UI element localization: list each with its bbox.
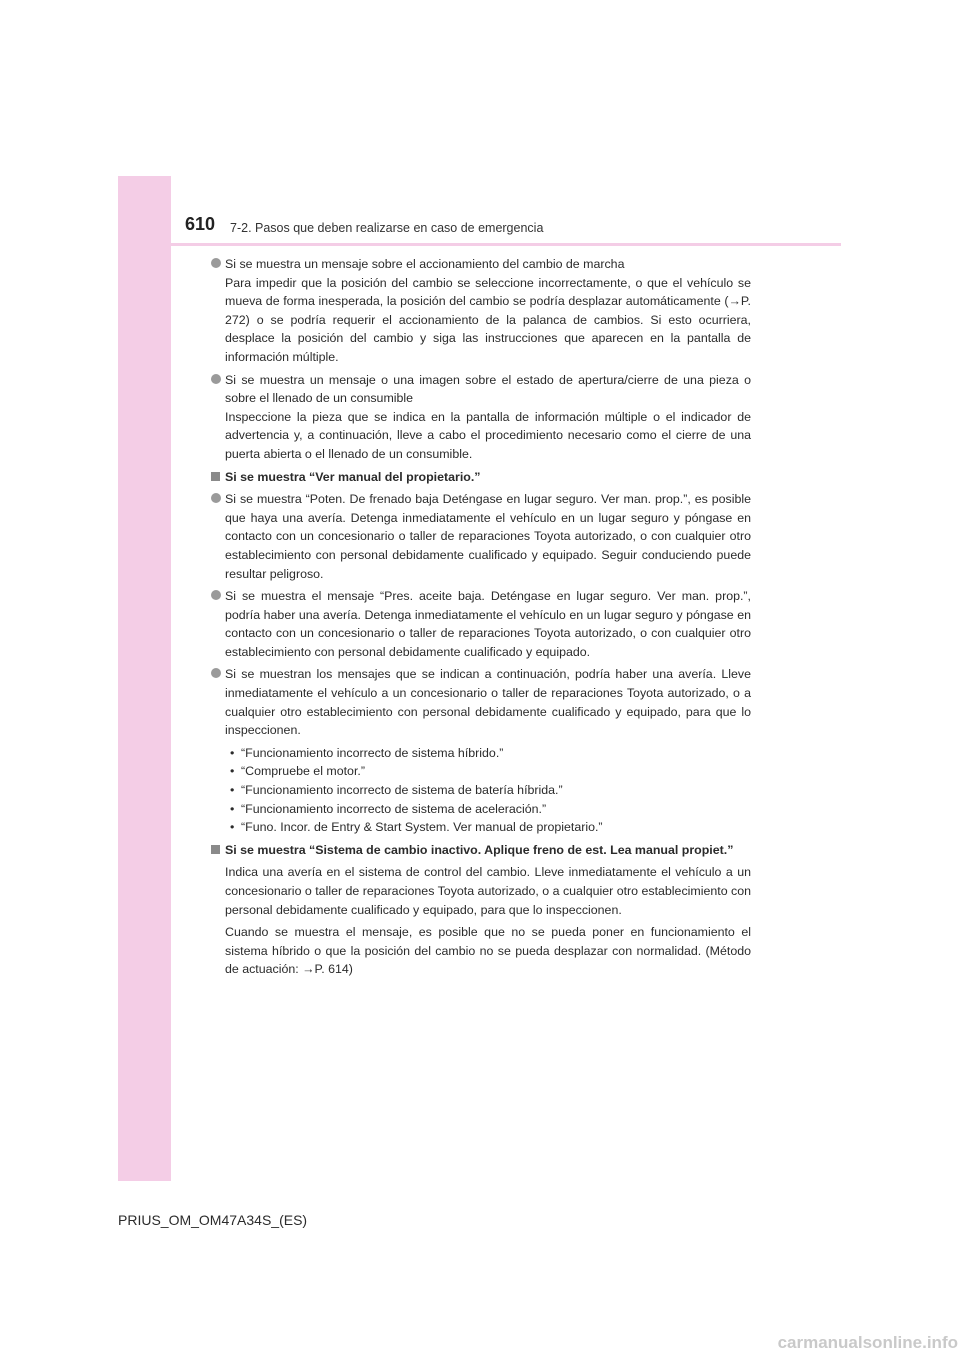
section-heading <box>211 841 751 860</box>
list-item <box>225 818 751 837</box>
bullet-icon <box>211 258 221 268</box>
bullet-item <box>211 665 751 739</box>
bullet-icon <box>211 493 221 503</box>
bullet-icon <box>211 590 221 600</box>
bullet-text: Si se muestra el mensaje “Pres. aceite baja. Deténgase en lugar seguro. Ver man. prop.”, podría haber una avería. Detenga inmediatamente el vehículo en un lugar seguro y póngase en contacto con un concesionario o taller de reparaciones Toyota autorizado, o con cualquier otro establecimiento con personal debidamente cualificado y equipado. <box>225 589 751 659</box>
bullet-item <box>211 255 751 367</box>
paragraph: Indica una avería en el sistema de control del cambio. Lleve inmediatamente el vehículo a un concesionario o taller de reparaciones Toyota autorizado, o a cualquier otro establecimiento con personal debidamente cualificado y equipado, para que lo inspeccionen. <box>225 865 752 917</box>
bullet-item <box>211 490 751 583</box>
bullet-title: Si se muestra un mensaje sobre el accionamiento del cambio de marcha <box>225 257 625 271</box>
chapter-title: 7-2. Pasos que deben realizarse en caso de emergencia <box>230 221 544 235</box>
list-item-text: “Funcionamiento incorrecto de sistema híbrido.” <box>241 745 504 760</box>
bullet-icon <box>211 668 221 678</box>
section-heading-text: Si se muestra “Sistema de cambio inactivo. Aplique freno de est. Lea manual propiet.” <box>225 842 734 857</box>
list-item-text: “Funo. Incor. de Entry & Start System. Ver manual de propietario.” <box>241 820 603 835</box>
list-item <box>225 762 751 781</box>
page-content <box>211 255 751 983</box>
list-item-text: “Funcionamiento incorrecto de sistema de aceleración.” <box>241 801 547 816</box>
list-item-text: “Funcionamiento incorrecto de sistema de batería híbrida.” <box>241 783 563 798</box>
paragraph: Cuando se muestra el mensaje, es posible que no se pueda poner en funcionamiento el sistema híbrido o que la posición del cambio no se pueda desplazar con normalidad. (Método de actuación: →P. 614) <box>225 925 751 977</box>
bullet-text: Si se muestran los mensajes que se indican a continuación, podría haber una avería. Lleve inmediatamente el vehículo a un concesionario o taller de reparaciones Toyota autorizado, o a cualquier otro establecimiento con personal debidamente cualificado y equipado, para que lo inspeccionen. <box>225 667 751 738</box>
section-heading-text: Si se muestra “Ver manual del propietario.” <box>225 469 481 484</box>
list-marker: • <box>230 764 235 779</box>
list-marker: • <box>230 745 235 760</box>
bullet-text: Si se muestra “Poten. De frenado baja Deténgase en lugar seguro. Ver man. prop.”, es posible que haya una avería. Detenga inmediatamente el vehículo en un lugar seguro y póngase en contacto con un concesionario o taller de reparaciones Toyota autorizado, o con cualquier otro establecimiento con personal debidamente cualificado y equipado. Seguir conduciendo puede resultar peligroso. <box>225 492 751 581</box>
bullet-text: Inspeccione la pieza que se indica en la pantalla de información múltiple o el indicador de advertencia y, a continuación, lleve a cabo el procedimiento necesario como el cierre de una puerta abierta o el llenado de un consumible. <box>225 409 751 461</box>
bullet-item <box>211 587 751 661</box>
page-number: 610 <box>185 214 216 234</box>
square-bullet-icon <box>211 845 220 854</box>
list-item <box>225 781 751 800</box>
bullet-icon <box>211 374 221 384</box>
message-list <box>225 744 751 837</box>
list-item <box>225 800 751 819</box>
header-rule <box>171 243 841 246</box>
list-item-text: “Compruebe el motor.” <box>241 764 365 779</box>
bullet-title: Si se muestra un mensaje o una imagen sobre el estado de apertura/cierre de una pieza o sobre el llenado de un consumible <box>225 372 751 406</box>
watermark: carmanualsonline.info <box>777 1333 958 1352</box>
list-item <box>225 744 751 763</box>
list-marker: • <box>230 801 235 816</box>
footer-code: PRIUS_OM_OM47A34S_(ES) <box>118 1212 308 1228</box>
side-band <box>118 176 171 1181</box>
section-heading <box>211 468 751 487</box>
bullet-text: Para impedir que la posición del cambio se seleccione incorrectamente, o que el vehículo se mueva de forma inesperada, la posición del cambio se podría desplazar automáticamente (→P. 272) o se podría requerir el accionamiento de la palanca de cambios. Si esto ocurriera, desplace la posición del cambio y siga las instrucciones que aparecen en la pantalla de información múltiple. <box>225 275 751 364</box>
list-marker: • <box>230 820 235 835</box>
square-bullet-icon <box>211 472 220 481</box>
bullet-item <box>211 371 751 464</box>
list-marker: • <box>230 783 235 798</box>
